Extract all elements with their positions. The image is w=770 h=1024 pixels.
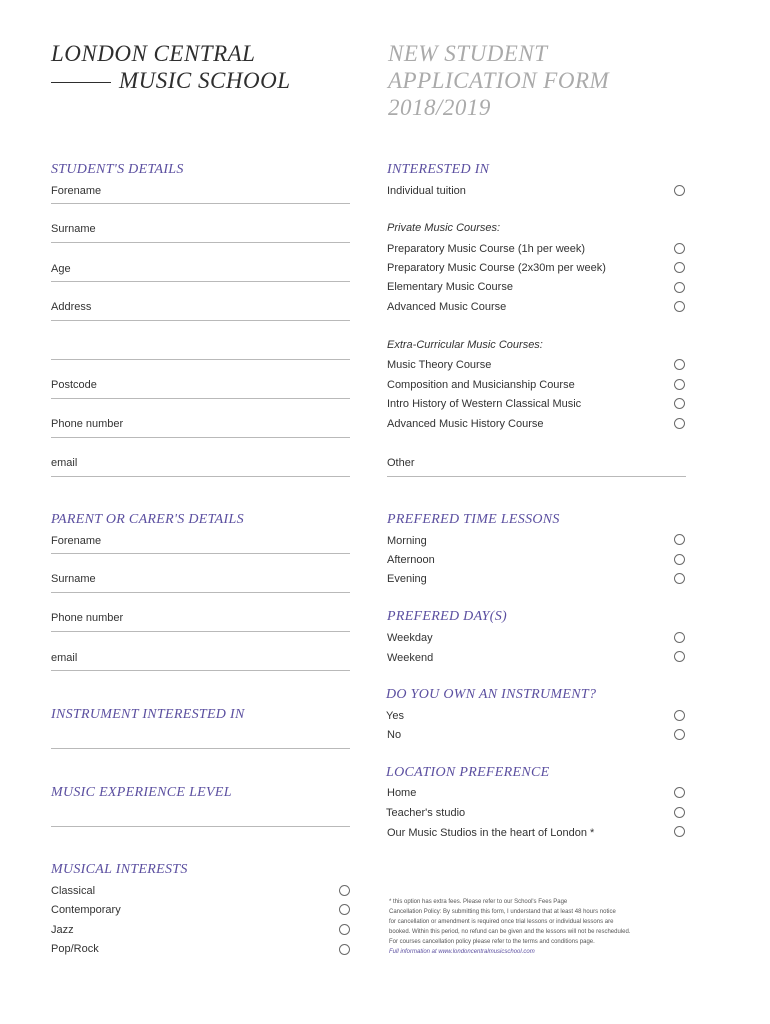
extra-course-radio[interactable] bbox=[674, 359, 685, 370]
interest-contemporary-radio[interactable] bbox=[339, 904, 350, 915]
experience-level-heading: MUSIC EXPERIENCE LEVEL bbox=[51, 785, 232, 800]
interest-jazz-radio[interactable] bbox=[339, 924, 350, 935]
own-no-radio[interactable] bbox=[674, 729, 685, 740]
form-title bbox=[388, 40, 609, 121]
own-yes-radio[interactable] bbox=[674, 710, 685, 721]
individual-tuition-label: Individual tuition bbox=[387, 185, 466, 197]
day-weekday-label: Weekday bbox=[387, 632, 433, 644]
form-title-line2: APPLICATION FORM bbox=[388, 68, 610, 93]
interest-classical-radio[interactable] bbox=[339, 885, 350, 896]
interest-poprock-label: Pop/Rock bbox=[51, 943, 99, 955]
parent-forename-label: Forename bbox=[51, 535, 102, 547]
student-forename-field[interactable] bbox=[51, 203, 350, 204]
parent-surname-field[interactable] bbox=[51, 592, 350, 593]
parent-details-heading: PARENT OR CARER'S DETAILS bbox=[51, 512, 244, 527]
time-evening-radio[interactable] bbox=[674, 573, 685, 584]
private-course-label: Advanced Music Course bbox=[387, 301, 507, 313]
student-address-field-2[interactable] bbox=[51, 359, 350, 360]
footnote-link[interactable]: Full information at www.londoncentralmusicschool.com bbox=[389, 949, 535, 955]
location-home-radio[interactable] bbox=[674, 787, 685, 798]
school-name-line2: MUSIC SCHOOL bbox=[51, 67, 290, 94]
time-evening-label: Evening bbox=[387, 573, 427, 585]
footnote bbox=[389, 897, 679, 957]
school-name-line1: LONDON CENTRAL bbox=[51, 41, 256, 66]
musical-interests-heading: MUSICAL INTERESTS bbox=[51, 862, 188, 877]
other-field[interactable] bbox=[387, 476, 686, 477]
own-yes-label: Yes bbox=[386, 710, 404, 722]
footnote-fees: * this option has extra fees. Please refer to our School's Fees Page bbox=[389, 899, 568, 905]
day-weekend-radio[interactable] bbox=[674, 651, 685, 662]
location-teacher-label: Teacher's studio bbox=[386, 807, 466, 819]
interest-poprock-radio[interactable] bbox=[339, 944, 350, 955]
interest-contemporary-label: Contemporary bbox=[51, 904, 121, 916]
student-postcode-field[interactable] bbox=[51, 398, 350, 399]
student-age-field[interactable] bbox=[51, 281, 350, 282]
day-weekend-label: Weekend bbox=[387, 652, 434, 664]
instrument-interested-heading: INSTRUMENT INTERESTED IN bbox=[51, 707, 245, 722]
school-name bbox=[51, 40, 290, 94]
student-address-field-1[interactable] bbox=[51, 320, 350, 321]
students-details-heading: STUDENT'S DETAILS bbox=[51, 162, 184, 177]
private-course-radio[interactable] bbox=[674, 262, 685, 273]
private-course-label: Preparatory Music Course (2x30m per week) bbox=[387, 262, 606, 274]
student-postcode-label: Postcode bbox=[51, 379, 97, 391]
location-teacher-radio[interactable] bbox=[674, 807, 685, 818]
student-email-field[interactable] bbox=[51, 476, 350, 477]
private-course-radio[interactable] bbox=[674, 243, 685, 254]
individual-tuition-radio[interactable] bbox=[674, 185, 685, 196]
time-afternoon-radio[interactable] bbox=[674, 554, 685, 565]
time-morning-radio[interactable] bbox=[674, 534, 685, 545]
extra-courses-label: Extra-Curricular Music Courses: bbox=[387, 339, 543, 351]
parent-forename-field[interactable] bbox=[51, 553, 350, 554]
other-label: Other bbox=[387, 457, 415, 469]
parent-phone-label: Phone number bbox=[51, 612, 124, 624]
extra-course-label: Music Theory Course bbox=[387, 359, 492, 371]
extra-course-radio[interactable] bbox=[674, 418, 685, 429]
footnote-courses-policy: For courses cancellation policy please refer to the terms and conditions page. bbox=[389, 939, 595, 945]
instrument-interested-field[interactable] bbox=[51, 748, 350, 749]
private-course-label: Preparatory Music Course (1h per week) bbox=[387, 243, 586, 255]
student-surname-field[interactable] bbox=[51, 242, 350, 243]
student-surname-label: Surname bbox=[51, 223, 96, 235]
footnote-cancellation: Cancellation Policy: By submitting this form, I understand that at least 48 hours notice bbox=[389, 909, 616, 915]
student-address-label: Address bbox=[51, 301, 92, 313]
location-preference-heading: LOCATION PREFERENCE bbox=[386, 765, 550, 780]
parent-phone-field[interactable] bbox=[51, 631, 350, 632]
form-title-line3: 2018/2019 bbox=[388, 95, 491, 120]
own-instrument-heading: DO YOU OWN AN INSTRUMENT? bbox=[386, 687, 597, 702]
interest-jazz-label: Jazz bbox=[51, 924, 74, 936]
student-email-label: email bbox=[51, 457, 78, 469]
private-courses-label: Private Music Courses: bbox=[387, 222, 501, 234]
private-course-radio[interactable] bbox=[674, 282, 685, 293]
student-phone-label: Phone number bbox=[51, 418, 124, 430]
time-morning-label: Morning bbox=[387, 535, 427, 547]
interest-classical-label: Classical bbox=[51, 885, 96, 897]
parent-email-label: email bbox=[51, 652, 78, 664]
location-studios-radio[interactable] bbox=[674, 826, 685, 837]
own-no-label: No bbox=[387, 729, 402, 741]
form-title-line1: NEW STUDENT bbox=[388, 41, 548, 66]
extra-course-radio[interactable] bbox=[674, 398, 685, 409]
footnote-cancellation-2: for cancellation or amendment is required once trial lessons or individual lessons are bbox=[389, 919, 614, 925]
time-afternoon-label: Afternoon bbox=[387, 554, 435, 566]
parent-surname-label: Surname bbox=[51, 573, 96, 585]
location-home-label: Home bbox=[387, 787, 417, 799]
extra-course-radio[interactable] bbox=[674, 379, 685, 390]
student-phone-field[interactable] bbox=[51, 437, 350, 438]
experience-level-field[interactable] bbox=[51, 826, 350, 827]
private-course-radio[interactable] bbox=[674, 301, 685, 312]
day-weekday-radio[interactable] bbox=[674, 632, 685, 643]
extra-course-label: Advanced Music History Course bbox=[387, 418, 544, 430]
extra-course-label: Composition and Musicianship Course bbox=[387, 379, 575, 391]
title-dash bbox=[51, 82, 111, 83]
prefered-days-heading: PREFERED DAY(S) bbox=[387, 609, 507, 624]
private-course-label: Elementary Music Course bbox=[387, 281, 513, 293]
parent-email-field[interactable] bbox=[51, 670, 350, 671]
extra-course-label: Intro History of Western Classical Music bbox=[387, 398, 582, 410]
interested-in-heading: INTERESTED IN bbox=[387, 162, 490, 177]
location-studios-label: Our Music Studios in the heart of London * bbox=[387, 827, 595, 839]
student-age-label: Age bbox=[51, 263, 71, 275]
footnote-cancellation-3: booked. Within this period, no refund can be given and the lessons will not be rescheduled. bbox=[389, 929, 631, 935]
student-forename-label: Forename bbox=[51, 185, 102, 197]
prefered-time-heading: PREFERED TIME LESSONS bbox=[387, 512, 560, 527]
